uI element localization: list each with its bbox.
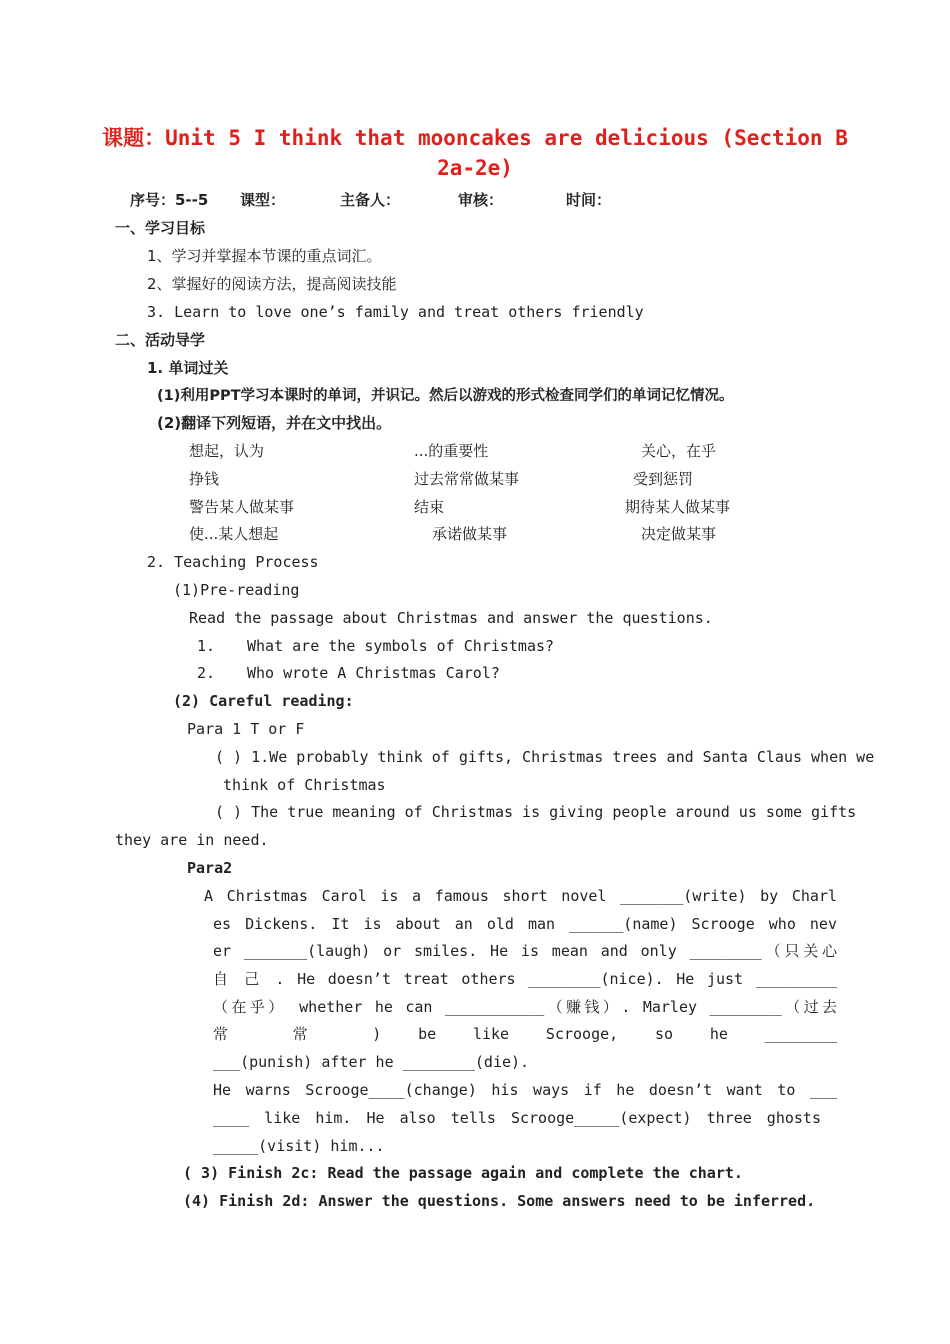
phrase-cell: 警告某人做某事 [189, 498, 295, 516]
phrase-cell: 结束 [414, 498, 445, 516]
pre-reading-intro: Read the passage about Christmas and answer the questions. [189, 609, 713, 627]
step-4: (4) Finish 2d: Answer the questions. Some answers need to be inferred. [183, 1192, 816, 1210]
cloze-line: A Christmas Carol is a famous short novel _______(write) by Charl [204, 887, 837, 905]
page-title-line2: 2a-2e) [437, 156, 513, 180]
para1-label: Para 1 T or F [187, 720, 305, 738]
tf-item-1-cont: think of Christmas [223, 776, 386, 794]
cloze-line: ____ like him. He also tells Scrooge_____(expect) three ghosts [213, 1109, 821, 1127]
cloze-line: （在乎） whether he can ___________（赚钱）. Marley ________（过去 [213, 998, 837, 1016]
meta-preparer: 主备人： [340, 191, 401, 209]
meta-time: 时间： [566, 191, 612, 209]
cloze-line: 自 己 . He doesn’t treat others ________(nice). He just _________ [213, 970, 837, 988]
cloze-line: ___(punish) after he ________(die). [213, 1053, 530, 1071]
pre-reading-heading: (1)Pre-reading [173, 581, 300, 599]
goal-2: 2、掌握好的阅读方法，提高阅读技能 [147, 275, 397, 293]
meta-seq: 序号：5--5 [130, 191, 209, 209]
question-text: What are the symbols of Christmas? [247, 637, 555, 655]
phrase-cell: 挣钱 [189, 470, 220, 488]
cloze-line: He warns Scrooge____(change) his ways if he doesn’t want to ___ [213, 1081, 837, 1099]
section1-heading: 一、学习目标 [115, 219, 206, 237]
step-3: ( 3) Finish 2c: Read the passage again and complete the chart. [183, 1164, 743, 1182]
meta-review: 审核： [458, 191, 504, 209]
cloze-line: er _______(laugh) or smiles. He is mean and only ________（只关心 [213, 942, 837, 960]
phrase-cell: 承诺做某事 [432, 525, 508, 543]
vocab-instruction-2: (2)翻译下列短语，并在文中找出。 [157, 414, 392, 432]
question-number: 2. [197, 664, 216, 682]
cloze-line: _____(visit) him... [213, 1137, 385, 1155]
goal-1: 1、学习并掌握本节课的重点词汇。 [147, 247, 382, 265]
goal-3: 3. Learn to love one’s family and treat others friendly [147, 303, 644, 321]
careful-reading-heading: (2) Careful reading: [173, 692, 354, 710]
phrase-cell: ...的重要性 [414, 442, 489, 460]
question-number: 1. [197, 637, 216, 655]
phrase-cell: 关心，在乎 [641, 442, 717, 460]
phrase-cell: 使...某人想起 [189, 525, 279, 543]
tf-item-2: ( ) The true meaning of Christmas is giving people around us some gifts [215, 803, 857, 821]
cloze-line: es Dickens. It is about an old man ______(name) Scrooge who nev [213, 915, 837, 933]
phrase-cell: 想起，认为 [189, 442, 265, 460]
tf-item-1: ( ) 1.We probably think of gifts, Christmas trees and Santa Claus when we [215, 748, 875, 766]
phrase-cell: 期待某人做某事 [625, 498, 731, 516]
question-text: Who wrote A Christmas Carol? [247, 664, 500, 682]
para2-label: Para2 [187, 859, 233, 877]
vocab-heading: 1. 单词过关 [147, 359, 229, 377]
vocab-instruction-1: (1)利用PPT学习本课时的单词，并识记。然后以游戏的形式检查同学们的单词记忆情况。 [157, 388, 734, 404]
meta-type: 课型： [240, 191, 286, 209]
tf-item-2-cont: they are in need. [115, 831, 269, 849]
teaching-process-heading: 2. Teaching Process [147, 553, 319, 571]
phrase-cell: 受到惩罚 [633, 470, 694, 488]
phrase-cell: 决定做某事 [641, 525, 717, 543]
cloze-line: 常 常 ) be like Scrooge, so he ________ [213, 1025, 837, 1043]
section2-heading: 二、活动导学 [115, 331, 206, 349]
phrase-cell: 过去常常做某事 [414, 470, 520, 488]
page-title: 课题：Unit 5 I think that mooncakes are delicious (Section B [102, 126, 848, 150]
